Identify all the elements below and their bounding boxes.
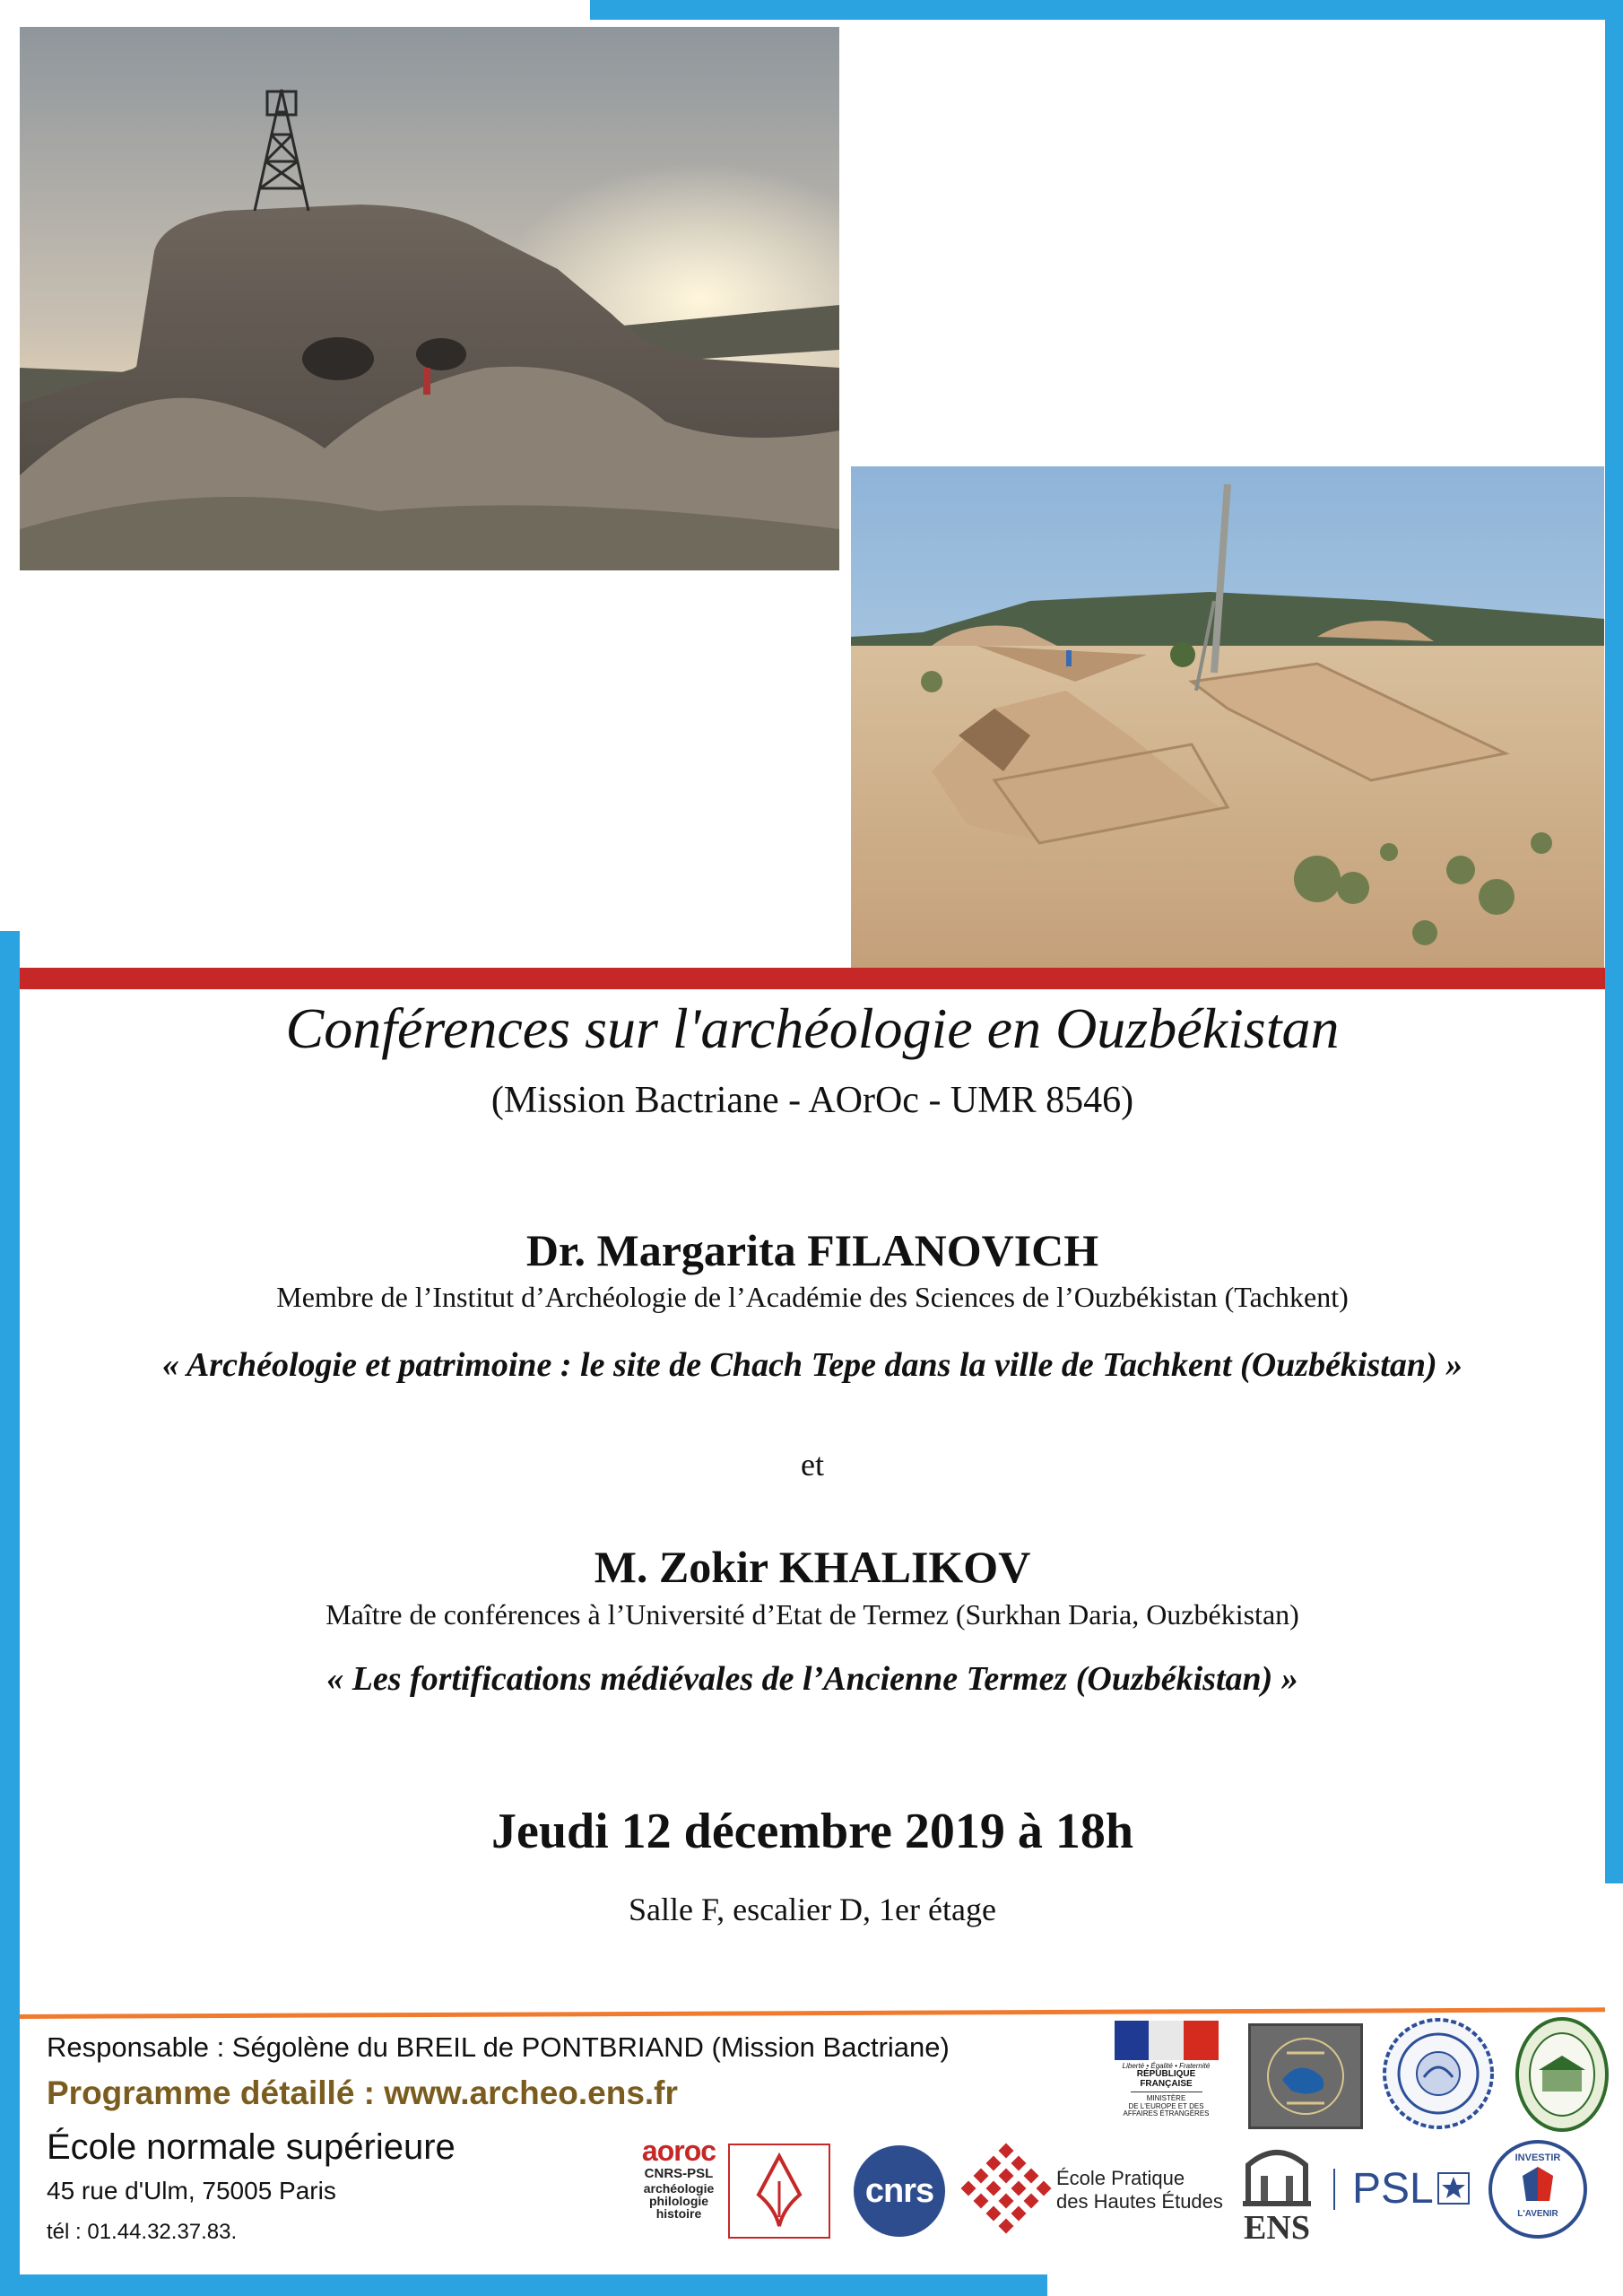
- red-divider-bar: [20, 968, 1605, 989]
- university-termez-seal-icon: [1515, 2016, 1609, 2133]
- left-blue-bar: [0, 931, 20, 2296]
- top-blue-bar: [590, 0, 1623, 20]
- speaker-2-name: M. Zokir KHALIKOV: [594, 1542, 1031, 1592]
- footer-programme-link[interactable]: Programme détaillé : www.archeo.ens.fr: [47, 2074, 678, 2111]
- photo-chach-tepe: [20, 27, 839, 570]
- footer-phone: tél : 01.44.32.37.83.: [47, 2220, 238, 2244]
- speaker-2-talk-title: « Les fortifications médiévales de l’Ancienne Termez (Ouzbékistan) »: [326, 1660, 1298, 1698]
- ens-logo: ENS: [1236, 2145, 1318, 2246]
- footer-address: 45 rue d'Ulm, 75005 Paris: [47, 2177, 336, 2205]
- ephe-diamond-icon: [958, 2142, 1055, 2239]
- aoroc-logo: aoroc CNRS-PSL archéologie philologie histoire: [641, 2136, 716, 2221]
- photo-termez-excavation: [851, 466, 1604, 968]
- speaker-1-affiliation: Membre de l’Institut d’Archéologie de l’Académie des Sciences de l’Ouzbékistan (Tachkent): [276, 1281, 1349, 1313]
- mission-bactriane-logo: [1248, 2023, 1363, 2129]
- speaker-2-affiliation: Maître de conférences à l’Université d’Etat de Termez (Surkhan Daria, Ouzbékistan): [325, 1598, 1299, 1631]
- orange-divider-line: [20, 2007, 1605, 2019]
- event-room: Salle F, escalier D, 1er étage: [629, 1892, 996, 1927]
- page-subtitle: (Mission Bactriane - AOrOc - UMR 8546): [490, 1080, 1134, 1121]
- speaker-1-talk-title: « Archéologie et patrimoine : le site de Chach Tepe dans la ville de Tachkent (Ouzbékistan) »: [161, 1346, 1463, 1384]
- speaker-1-name: Dr. Margarita FILANOVICH: [525, 1225, 1099, 1275]
- cnrs-logo: cnrs: [854, 2145, 945, 2237]
- event-date: Jeudi 12 décembre 2019 à 18h: [490, 1804, 1134, 1859]
- page-title: Conférences sur l'archéologie en Ouzbékistan: [285, 996, 1340, 1060]
- seal-emblem-icon: [1381, 2016, 1496, 2131]
- logo-separator: [1333, 2169, 1335, 2210]
- aoroc-pen-icon: [728, 2144, 830, 2239]
- ephe-logo-text: École Pratique des Hautes Études: [1056, 2167, 1223, 2213]
- bottom-blue-bar: [0, 2274, 1047, 2296]
- star-icon: [1437, 2172, 1470, 2205]
- footer-responsable: Responsable : Ségolène du BREIL de PONTBRIAND (Mission Bactriane): [47, 2031, 950, 2063]
- connector-text: et: [801, 1447, 824, 1483]
- investir-avenir-logo: INVESTIR L'AVENIR: [1488, 2140, 1587, 2239]
- right-blue-bar: [1605, 0, 1623, 1883]
- republique-francaise-logo: Liberté • Égalité • Fraternité RÉPUBLIQUE FRANÇAISE MINISTÈRE DE L'EUROPE ET DES AFFAIRES ÉTRANGÈRES: [1110, 2021, 1222, 2128]
- psl-logo: PSL: [1352, 2161, 1478, 2215]
- footer-institution: École normale supérieure: [47, 2127, 456, 2167]
